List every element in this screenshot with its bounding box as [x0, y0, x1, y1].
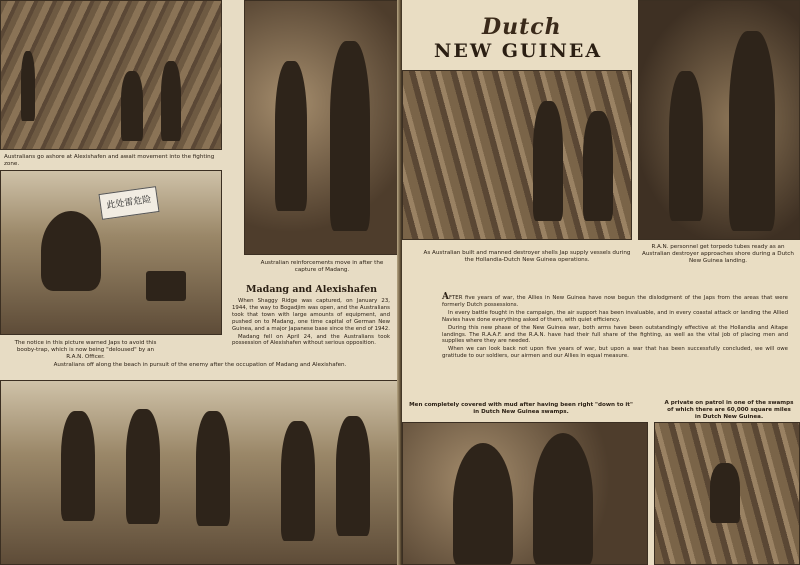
title-dutch: Dutch	[482, 14, 562, 40]
photo-torpedo-tubes	[638, 0, 800, 240]
photo-alexishafen-ashore	[0, 0, 222, 150]
booby-trap-sign: 此处雷危险	[98, 186, 159, 220]
paragraph: In every battle fought in the campaign, the air support has been invaluable, and in every coastal attack or landing the Allied Navies have done everything asked of them, with quiet efficiency.	[442, 309, 788, 323]
caption-patrol: A private on patrol in one of the swamps of which there are 60,000 square miles in Dutch New Guinea.	[664, 400, 794, 420]
dropcap: A	[442, 292, 449, 302]
caption-destroyer: As Australian built and manned destroyer shells Jap supply vessels during the Hollandia-Dutch New Guinea operations.	[423, 250, 631, 263]
photo-beach-pursuit	[0, 380, 398, 565]
title-new-guinea: NEW GUINEA	[434, 40, 603, 62]
caption-mud: Men completely covered with mud after having been right "down to it" in Dutch New Guinea swamps.	[409, 402, 633, 415]
paragraph: During this new phase of the New Guinea war, both arms have been outstandingly effective at the Hollandia and Aitape landings. The R.A.A.F. and the R.A.N. have had their full share of the fighting, as well as the vital job of placing men and supplies where they are needed.	[442, 324, 788, 345]
caption-booby-trap: The notice in this picture warned Japs to avoid this booby-trap, which is now being "deloused" by an R.A.N. Officer.	[14, 340, 157, 360]
paragraph-first	[442, 294, 788, 309]
photo-swamp-patrol	[654, 422, 800, 565]
paragraph: Madang fell on April 24, and the Australians took possession of Alexishafen without serious opposition.	[232, 333, 390, 347]
photo-destroyer-shelling	[402, 70, 632, 240]
paragraph: When Shaggy Ridge was captured, on January 23, 1944, the way to Bogadjim was open, and the Australians took that town with large amounts of equipment, and pushed on to Madang, one time capital of German New Guinea, and a major Japanese base since the end of 1942.	[232, 298, 390, 332]
paragraph: When we can look back not upon five years of war, but upon a war that has been successfully concluded, we will owe gratitude to our soldiers, our airmen and our Allies in equal measure.	[442, 346, 788, 360]
caption-beach: Australians off along the beach in pursuit of the enemy after the occupation of Madang and Alexishafen.	[53, 362, 347, 368]
paragraph-first-text: FTER five years of war, the Allies in New Guinea have now begun the dislodgment of the Japs from the areas that were formerly Dutch possessions.	[442, 295, 788, 308]
photo-reinforcements	[244, 0, 399, 255]
caption-ashore: Australians go ashore at Alexishafen and await movement into the fighting zone.	[4, 154, 215, 167]
article-heading-madang: Madang and Alexishafen	[246, 284, 378, 295]
article-body-dutch-new-guinea	[442, 294, 788, 361]
photo-mud-covered-men	[402, 422, 648, 565]
caption-reinforcements: Australian reinforcements move in after the capture of Madang.	[260, 260, 384, 273]
article-body-madang	[232, 298, 390, 348]
caption-torpedo: R.A.N. personnel get torpedo tubes ready as an Australian destroyer approaches shore during a Dutch New Guinea landing.	[642, 244, 794, 264]
right-page	[402, 0, 800, 565]
